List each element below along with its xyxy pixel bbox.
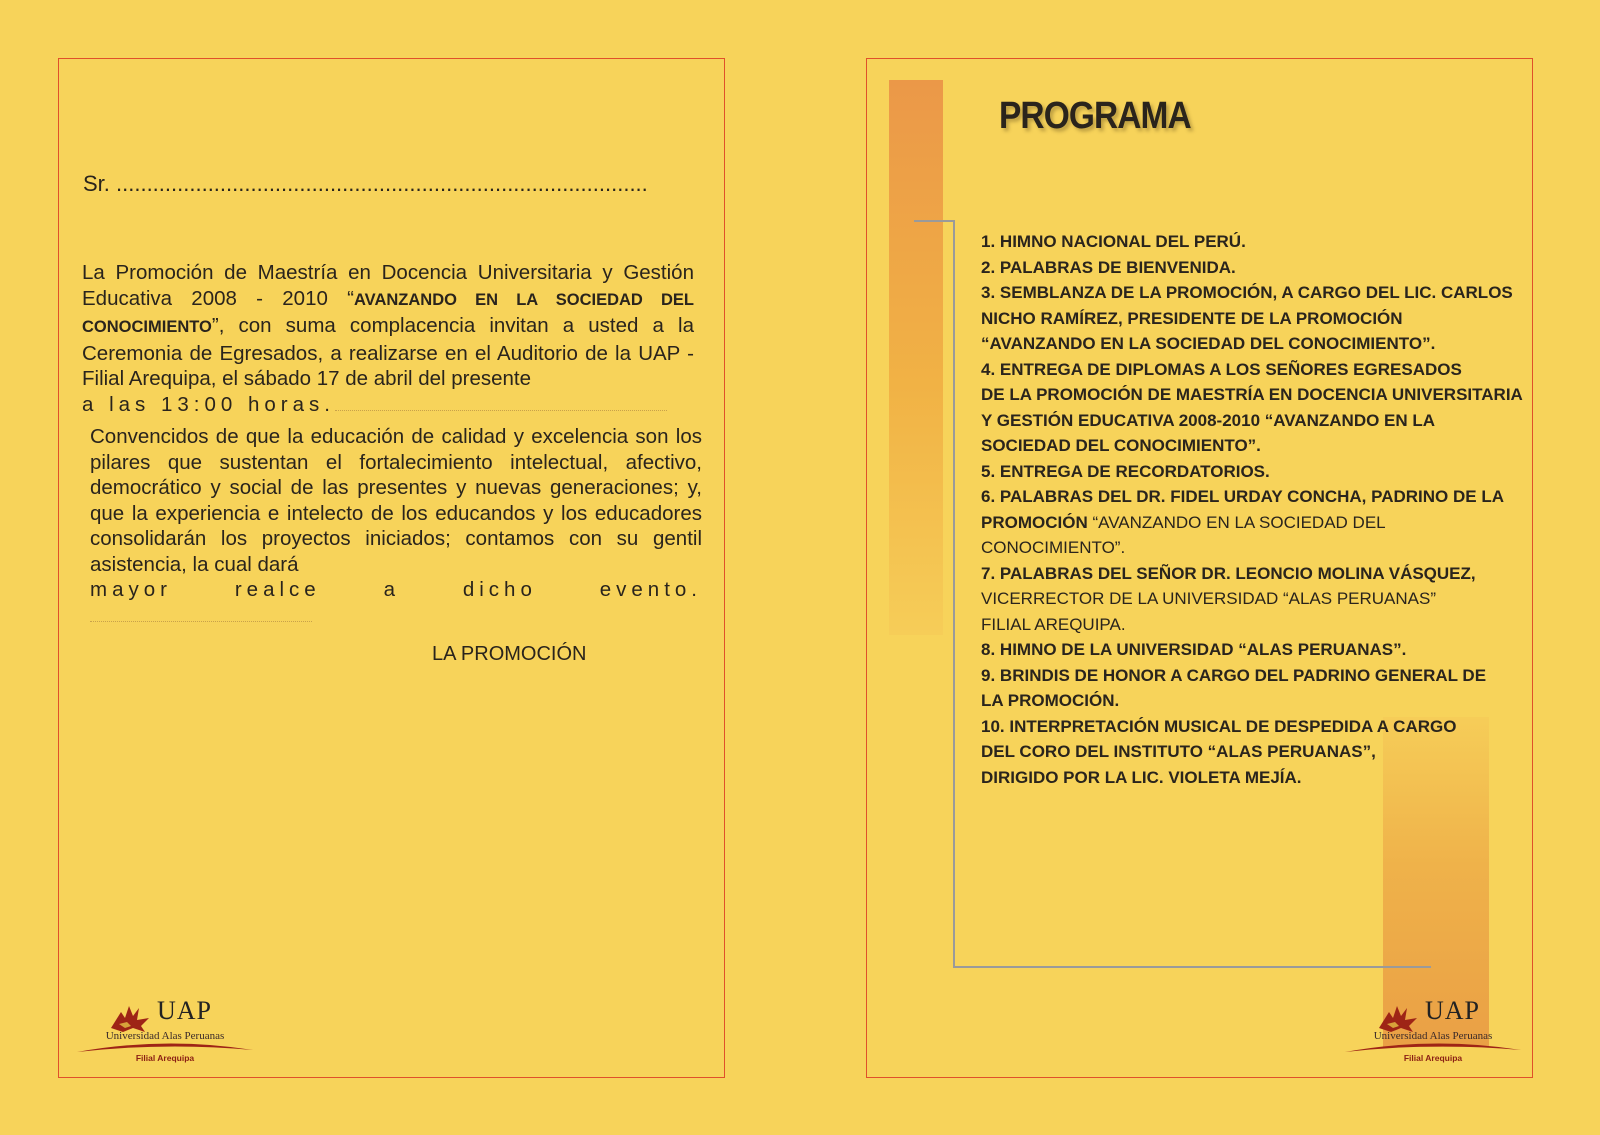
program-item xyxy=(981,561,1541,638)
frame-line xyxy=(953,966,1431,968)
program-item-line: INTERPRETACIÓN MUSICAL DE DESPEDIDA A CARGO xyxy=(1009,716,1457,736)
program-item-line: Y GESTIÓN EDUCATIVA 2008-2010 “AVANZANDO EN LA xyxy=(981,410,1436,430)
decorative-bar-top xyxy=(889,80,943,635)
conviction-closing: mayor realce a dicho evento. xyxy=(90,578,702,601)
invitation-text-a: La Promoción de Maestría en Docencia Universitaria y Gestión Educativa 2008 - 2010 “ xyxy=(82,261,694,310)
program-item-line: HIMNO NACIONAL DEL PERÚ. xyxy=(999,232,1246,251)
program-item-line: ENTREGA DE RECORDATORIOS. xyxy=(999,461,1270,481)
program-item-number: 6. xyxy=(981,487,996,506)
dotted-filler xyxy=(335,402,667,411)
frame-line xyxy=(953,220,955,967)
program-item-line: BRINDIS DE HONOR A CARGO DEL PADRINO GENERAL DE xyxy=(999,665,1487,685)
program-item-line: NICHO RAMÍREZ, PRESIDENTE DE LA PROMOCIÓN xyxy=(981,308,1403,328)
uap-logo xyxy=(1343,994,1523,1070)
program-item-line: “AVANZANDO EN LA SOCIEDAD DEL CONOCIMIENTO”. xyxy=(981,334,1436,353)
program-item-line: ENTREGA DE DIPLOMAS A LOS SEÑORES EGRESADOS xyxy=(999,359,1462,379)
program-item-line: VICERRECTOR DE LA UNIVERSIDAD “ALAS PERUANAS” xyxy=(981,589,1437,608)
logo-acronym: UAP xyxy=(157,996,213,1025)
frame-line xyxy=(914,220,954,222)
program-item-line: SEMBLANZA DE LA PROMOCIÓN, A CARGO DEL LIC. CARLOS xyxy=(999,283,1513,302)
program-item-number: 9. xyxy=(981,665,996,685)
salutation-line: Sr. ....................................................................................... xyxy=(83,171,648,196)
program-item-line: CONOCIMIENTO”. xyxy=(981,538,1126,557)
program-item-line: FILIAL AREQUIPA. xyxy=(981,614,1126,634)
signature: LA PROMOCIÓN xyxy=(432,643,587,665)
logo-swoosh xyxy=(75,1040,255,1054)
program-item xyxy=(981,459,1541,485)
program-item-line: PALABRAS DEL DR. FIDEL URDAY CONCHA, PADRINO DE LA xyxy=(999,487,1504,506)
invitation-text-b: ”, con suma complacencia invitan a usted a la Ceremonia de Egresados, a realizarse en el Auditorio de la UAP - Filial Arequipa, el sábado 17 de abril del presente xyxy=(82,314,694,390)
program-item-number: 10. xyxy=(981,716,1005,736)
program-item xyxy=(981,484,1541,561)
program-item xyxy=(981,229,1541,255)
program-item-line: SOCIEDAD DEL CONOCIMIENTO”. xyxy=(981,436,1261,455)
program-item-line: PROMOCIÓN xyxy=(981,512,1088,532)
program-item-number: 2. xyxy=(981,257,996,277)
dotted-filler xyxy=(90,613,312,622)
conviction-paragraph xyxy=(90,424,702,628)
program-item-number: 1. xyxy=(981,232,996,251)
program-item xyxy=(981,637,1541,663)
logo-branch: Filial Arequipa xyxy=(1403,1053,1463,1063)
program-item xyxy=(981,714,1541,791)
logo-branch: Filial Arequipa xyxy=(135,1053,195,1063)
program-list xyxy=(981,229,1541,790)
program-item-line: “AVANZANDO EN LA SOCIEDAD DEL xyxy=(1087,512,1386,532)
program-item-number: 3. xyxy=(981,283,996,302)
program-title: PROGRAMA xyxy=(999,95,1191,137)
program-item-line: LA PROMOCIÓN. xyxy=(981,691,1120,710)
logo-university-name: Universidad Alas Peruanas xyxy=(1373,1030,1493,1042)
program-item-number: 8. xyxy=(981,640,996,659)
program-item-line: DEL CORO DEL INSTITUTO “ALAS PERUANAS”, xyxy=(981,742,1376,761)
program-item xyxy=(981,280,1541,357)
program-item-number: 4. xyxy=(981,359,996,379)
program-item xyxy=(981,255,1541,281)
program-item-line: DE LA PROMOCIÓN DE MAESTRÍA EN DOCENCIA UNIVERSITARIA xyxy=(981,385,1523,404)
logo-acronym: UAP xyxy=(1425,996,1481,1025)
logo-university-name: Universidad Alas Peruanas xyxy=(105,1030,225,1042)
conviction-text: Convencidos de que la educación de calidad y excelencia son los pilares que sustentan el fortalecimiento intelectual, afectivo, democrático y social de las presentes y nuevas generaciones; y, que la experiencia e intelecto de los educandos y los educadores consolidarán los proyectos iniciados; contamos con su gentil asistencia, la cual dará xyxy=(90,425,702,576)
uap-logo xyxy=(75,994,255,1070)
promotion-name: AVANZANDO EN LA SOCIEDAD DEL CONOCIMIENTO xyxy=(82,290,694,336)
program-item-line: DIRIGIDO POR LA LIC. VIOLETA MEJÍA. xyxy=(981,767,1302,787)
program-item-line: HIMNO DE LA UNIVERSIDAD “ALAS PERUANAS”. xyxy=(999,640,1407,659)
invitation-time: a las 13:00 horas. xyxy=(82,392,335,416)
logo-swoosh xyxy=(1343,1040,1523,1054)
program-item xyxy=(981,357,1541,459)
program-item xyxy=(981,663,1541,714)
program-item-number: 5. xyxy=(981,461,996,481)
program-panel xyxy=(866,58,1533,1078)
invitation-panel xyxy=(58,58,725,1078)
program-item-line: PALABRAS DE BIENVENIDA. xyxy=(999,257,1236,277)
invitation-paragraph xyxy=(82,260,694,417)
program-item-line: PALABRAS DEL SEÑOR DR. LEONCIO MOLINA VÁSQUEZ, xyxy=(999,563,1476,583)
program-item-number: 7. xyxy=(981,563,996,583)
